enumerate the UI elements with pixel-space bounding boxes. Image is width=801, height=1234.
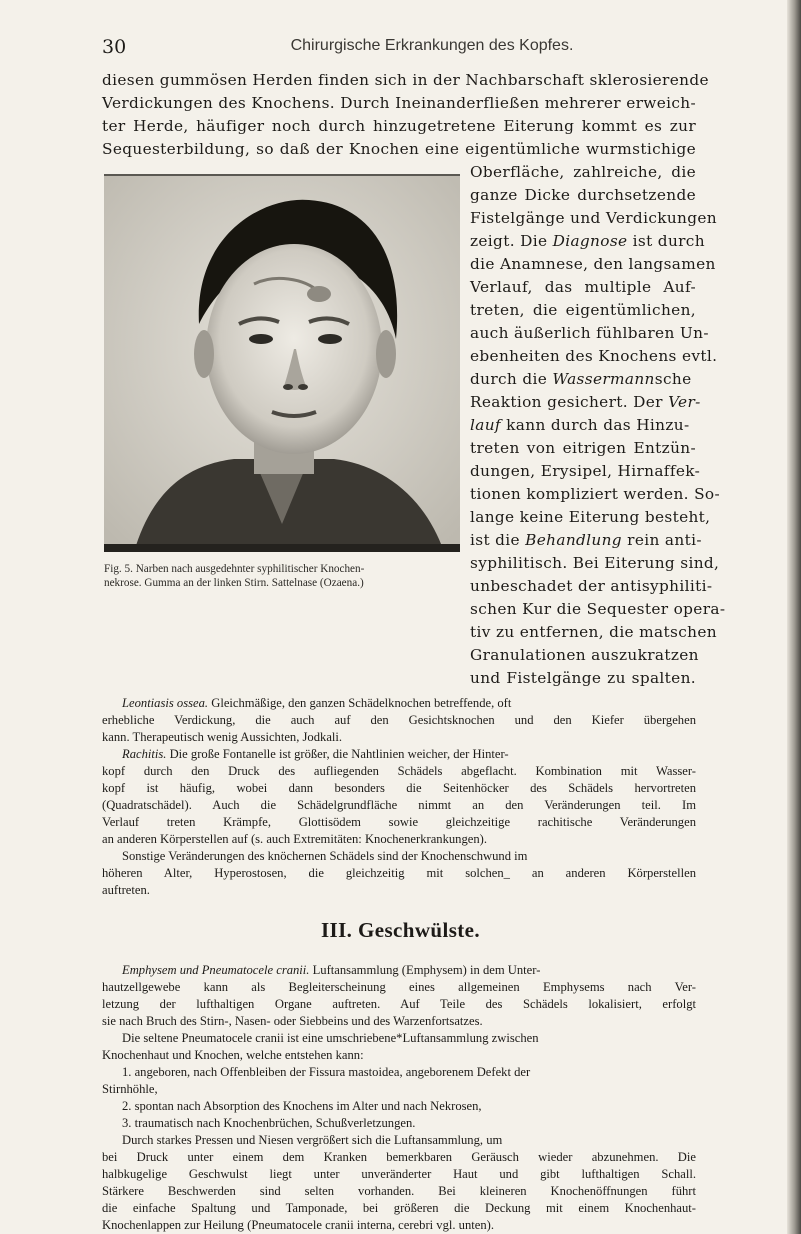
rachitis-line: (Quadratschädel). Auch die Schädelgrundfläche nimmt an den Veränderungen teil. Im	[102, 798, 696, 812]
column-line: und Fistelgänge zu spalten.	[470, 669, 696, 687]
closing-line: die einfache Spaltung und Tamponade, bei größeren die Deckung mit einem Knochenhaut-	[102, 1201, 696, 1215]
closing-line: Knochenlappen zur Heilung (Pneumatocele cranii interna, cerebri vgl. unten).	[102, 1218, 494, 1232]
list-item: 3. traumatisch nach Knochenbrüchen, Schußverletzungen.	[122, 1116, 416, 1130]
running-title: Chirurgische Erkrankungen des Kopfes.	[290, 37, 574, 54]
column-line: auch äußerlich fühlbaren Un-	[470, 324, 709, 342]
leontiasis-line: Leontiasis ossea. Gleichmäßige, den ganzen Schädelknochen betreffende, oft	[122, 696, 512, 710]
closing-line: halbkugelige Geschwulst liegt unter unveränderter Haut und gibt lufthaltigen Schall.	[102, 1167, 696, 1181]
caption-line: nekrose. Gumma an der linken Stirn. Sattelnase (Ozaena.)	[104, 577, 364, 589]
closing-line: bei Druck unter einem dem Kranken bemerkbaren Geräusch wieder abzunehmen. Die	[102, 1150, 696, 1164]
figure-caption	[104, 562, 464, 590]
column-line: ist die Behandlung rein anti-	[470, 531, 702, 549]
closing-line: Durch starkes Pressen und Niesen vergrößert sich die Luftansammlung, um	[122, 1133, 503, 1147]
emphysem-line: Emphysem und Pneumatocele cranii. Luftansammlung (Emphysem) in dem Unter-	[122, 963, 541, 977]
page-header	[102, 36, 702, 60]
column-line: tiv zu entfernen, die matschen	[470, 623, 717, 641]
scan-page-edge	[787, 0, 801, 1234]
column-line: treten, die eigentümlichen,	[470, 301, 696, 319]
column-line: Granulationen auszukratzen	[470, 646, 699, 664]
body-line: Verdickungen des Knochens. Durch Ineinanderfließen mehrerer erweich-	[102, 94, 696, 112]
column-line: Oberfläche, zahlreiche, die	[470, 163, 696, 181]
rachitis-term: Rachitis.	[122, 747, 167, 761]
emphysem-term: Emphysem und Pneumatocele cranii.	[122, 963, 310, 977]
body-line: ter Herde, häufiger noch durch hinzugetretene Eiterung kommt es zur	[102, 117, 696, 135]
rachitis-line: Verlauf treten Krämpfe, Glottisödem sowie gleichzeitige rachitische Veränderungen	[102, 815, 696, 829]
diagnose-term: Diagnose	[552, 232, 628, 250]
verlauf-term-part2: lauf	[470, 416, 501, 434]
column-line: durch die Wassermannsche	[470, 370, 692, 388]
list-item: 2. spontan nach Absorption des Knochens im Alter und nach Nekrosen,	[122, 1099, 482, 1113]
leontiasis-line: kann. Therapeutisch wenig Aussichten, Jodkali.	[102, 730, 343, 744]
column-line: ebenheiten des Knochens evtl.	[470, 347, 718, 365]
leontiasis-line: erhebliche Verdickung, die auch auf den Gesichtsknochen und den Kiefer übergehen	[102, 713, 696, 727]
body-line: diesen gummösen Herden finden sich in der Nachbarschaft sklerosierende	[102, 71, 709, 89]
closing-line: Stärkere Beschwerden sind selten vorhanden. Bei kleineren Knochenöffnungen führt	[102, 1184, 696, 1198]
rachitis-line: an anderen Körperstellen auf (s. auch Extremitäten: Knochenerkrankungen).	[102, 832, 487, 846]
column-line: lange keine Eiterung besteht,	[470, 508, 711, 526]
sonstige-line: Sonstige Veränderungen des knöchernen Schädels sind der Knochenschwund im	[122, 849, 528, 863]
leontiasis-term: Leontiasis ossea.	[122, 696, 209, 710]
emphysem-line: sie nach Bruch des Stirn-, Nasen- oder Siebbeins und des Warzenfortsatzes.	[102, 1014, 483, 1028]
column-line: Fistelgänge und Verdickungen	[470, 209, 718, 227]
wassermann-term: Wassermann	[552, 370, 655, 388]
rachitis-line: kopf ist häufig, wobei dann besonders die Seitenhöcker des Schädels hervortreten	[102, 781, 696, 795]
behandlung-term: Behandlung	[525, 531, 622, 549]
column-line: syphilitisch. Bei Eiterung sind,	[470, 554, 720, 572]
column-line: Verlauf, das multiple Auf-	[470, 278, 696, 296]
sonstige-line: höheren Alter, Hyperostosen, die gleichzeitig mit solchen_ an anderen Körperstellen	[102, 866, 696, 880]
emphysem-line: letzung der lufthaltigen Organe auftreten. Auf Teile des Schädels lokalisiert, erfolgt	[102, 997, 696, 1011]
verlauf-term-part1: Ver-	[668, 393, 701, 411]
column-line: unbeschadet der antisyphiliti-	[470, 577, 713, 595]
column-line: schen Kur die Sequester opera-	[470, 600, 726, 618]
portrait-photo	[104, 174, 460, 552]
section-title: III. Geschwülste.	[320, 918, 481, 942]
sonstige-line: auftreten.	[102, 883, 150, 897]
column-line: Reaktion gesichert. Der Ver-	[470, 393, 701, 411]
column-line: dungen, Erysipel, Hirnaffek-	[470, 462, 701, 480]
list-item: 1. angeboren, nach Offenbleiben der Fissura mastoidea, angeborenem Defekt der	[122, 1065, 531, 1079]
rachitis-line: Rachitis. Die große Fontanelle ist größer, die Nahtlinien weicher, der Hinter-	[122, 747, 509, 761]
list-item: Stirnhöhle,	[102, 1082, 158, 1096]
body-line: Sequesterbildung, so daß der Knochen eine eigentümliche wurmstichige	[102, 140, 696, 158]
column-line: tionen kompliziert werden. So-	[470, 485, 720, 503]
column-line: treten von eitrigen Entzün-	[470, 439, 696, 457]
pneumatocele-line: Knochenhaut und Knochen, welche entstehen kann:	[102, 1048, 364, 1062]
caption-line: Fig. 5. Narben nach ausgedehnter syphilitischer Knochen-	[104, 563, 365, 575]
rachitis-line: kopf durch den Druck des aufliegenden Schädels abgeflacht. Kombination mit Wasser-	[102, 764, 696, 778]
page-number: 30	[102, 36, 127, 58]
column-line: lauf kann durch das Hinzu-	[470, 416, 690, 434]
column-line: die Anamnese, den langsamen	[470, 255, 716, 273]
column-line: ganze Dicke durchsetzende	[470, 186, 696, 204]
patient-portrait-illustration	[104, 174, 460, 552]
pneumatocele-line: Die seltene Pneumatocele cranii ist eine umschriebene*Luftansammlung zwischen	[122, 1031, 539, 1045]
column-line: zeigt. Die Diagnose ist durch	[470, 232, 705, 250]
emphysem-line: hautzellgewebe kann als Begleiterscheinung eines allgemeinen Emphysems nach Ver-	[102, 980, 696, 994]
